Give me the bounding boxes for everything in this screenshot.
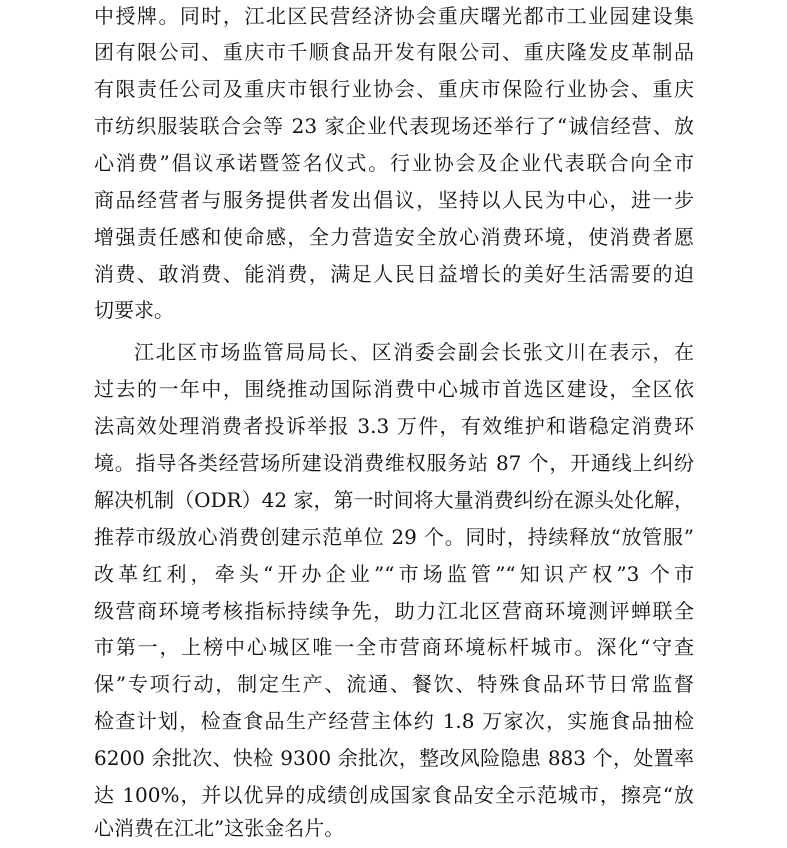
paragraph-2-line-2: 过去的一年中，围绕推动国际消费中心城市首选区建设，全区依: [94, 377, 694, 401]
paragraph-2-line-3: 法高效处理消费者投诉举报 3.3 万件，有效维护和谐稳定消费环: [94, 414, 694, 438]
paragraph-1-line-6: 商品经营者与服务提供者发出倡议，坚持以人民为中心，进一步: [94, 188, 694, 212]
paragraph-2-line-7: 改革红利，牵头“开办企业”“市场监管”“知识产权”3 个市: [94, 562, 694, 586]
paragraph-2-line-5: 解决机制（ODR）42 家，第一时间将大量消费纠纷在源头处化解，: [94, 488, 694, 512]
paragraph-2-line-9: 市第一，上榜中心城区唯一全市营商环境标杆城市。深化“守查: [94, 635, 694, 659]
paragraph-2-line-8: 级营商环境考核指标持续争先，助力江北区营商环境测评蝉联全: [94, 599, 694, 623]
paragraph-1-line-8: 消费、敢消费、能消费，满足人民日益增长的美好生活需要的迫: [94, 262, 694, 286]
paragraph-2-line-11: 检查计划，检查食品生产经营主体约 1.8 万家次，实施食品抽检: [94, 709, 694, 733]
paragraph-2-line-1: 江北区市场监管局局长、区消委会副会长张文川在表示，在: [134, 340, 694, 364]
paragraph-1-line-9: 切要求。: [94, 298, 174, 322]
paragraph-2-line-14: 心消费在江北”这张金名片。: [94, 816, 345, 840]
paragraph-2-line-13: 达 100%，并以优异的成绩创成国家食品安全示范城市，擦亮“放: [94, 783, 694, 807]
paragraph-2-line-6: 推荐市级放心消费创建示范单位 29 个。同时，持续释放“放管服”: [94, 525, 694, 549]
paragraph-1-line-7: 增强责任感和使命感，全力营造安全放心消费环境，使消费者愿: [94, 225, 694, 249]
paragraph-1-line-2: 团有限公司、重庆市千顺食品开发有限公司、重庆隆发皮革制品: [94, 40, 694, 64]
paragraph-1-line-1: 中授牌。同时，江北区民营经济协会重庆曙光都市工业园建设集: [94, 4, 694, 28]
paragraph-2-line-10: 保”专项行动，制定生产、流通、餐饮、特殊食品环节日常监督: [94, 672, 694, 696]
paragraph-1-line-5: 心消费”倡议承诺暨签名仪式。行业协会及企业代表联合向全市: [94, 151, 694, 175]
paragraph-2-line-12: 6200 余批次、快检 9300 余批次，整改风险隐患 883 个，处置率: [94, 746, 694, 770]
paragraph-1-line-3: 有限责任公司及重庆市银行业协会、重庆市保险行业协会、重庆: [94, 77, 694, 101]
paragraph-1-line-4: 市纺织服装联合会等 23 家企业代表现场还举行了“诚信经营、放: [94, 114, 694, 138]
paragraph-2-line-4: 境。指导各类经营场所建设消费维权服务站 87 个，开通线上纠纷: [94, 451, 694, 475]
